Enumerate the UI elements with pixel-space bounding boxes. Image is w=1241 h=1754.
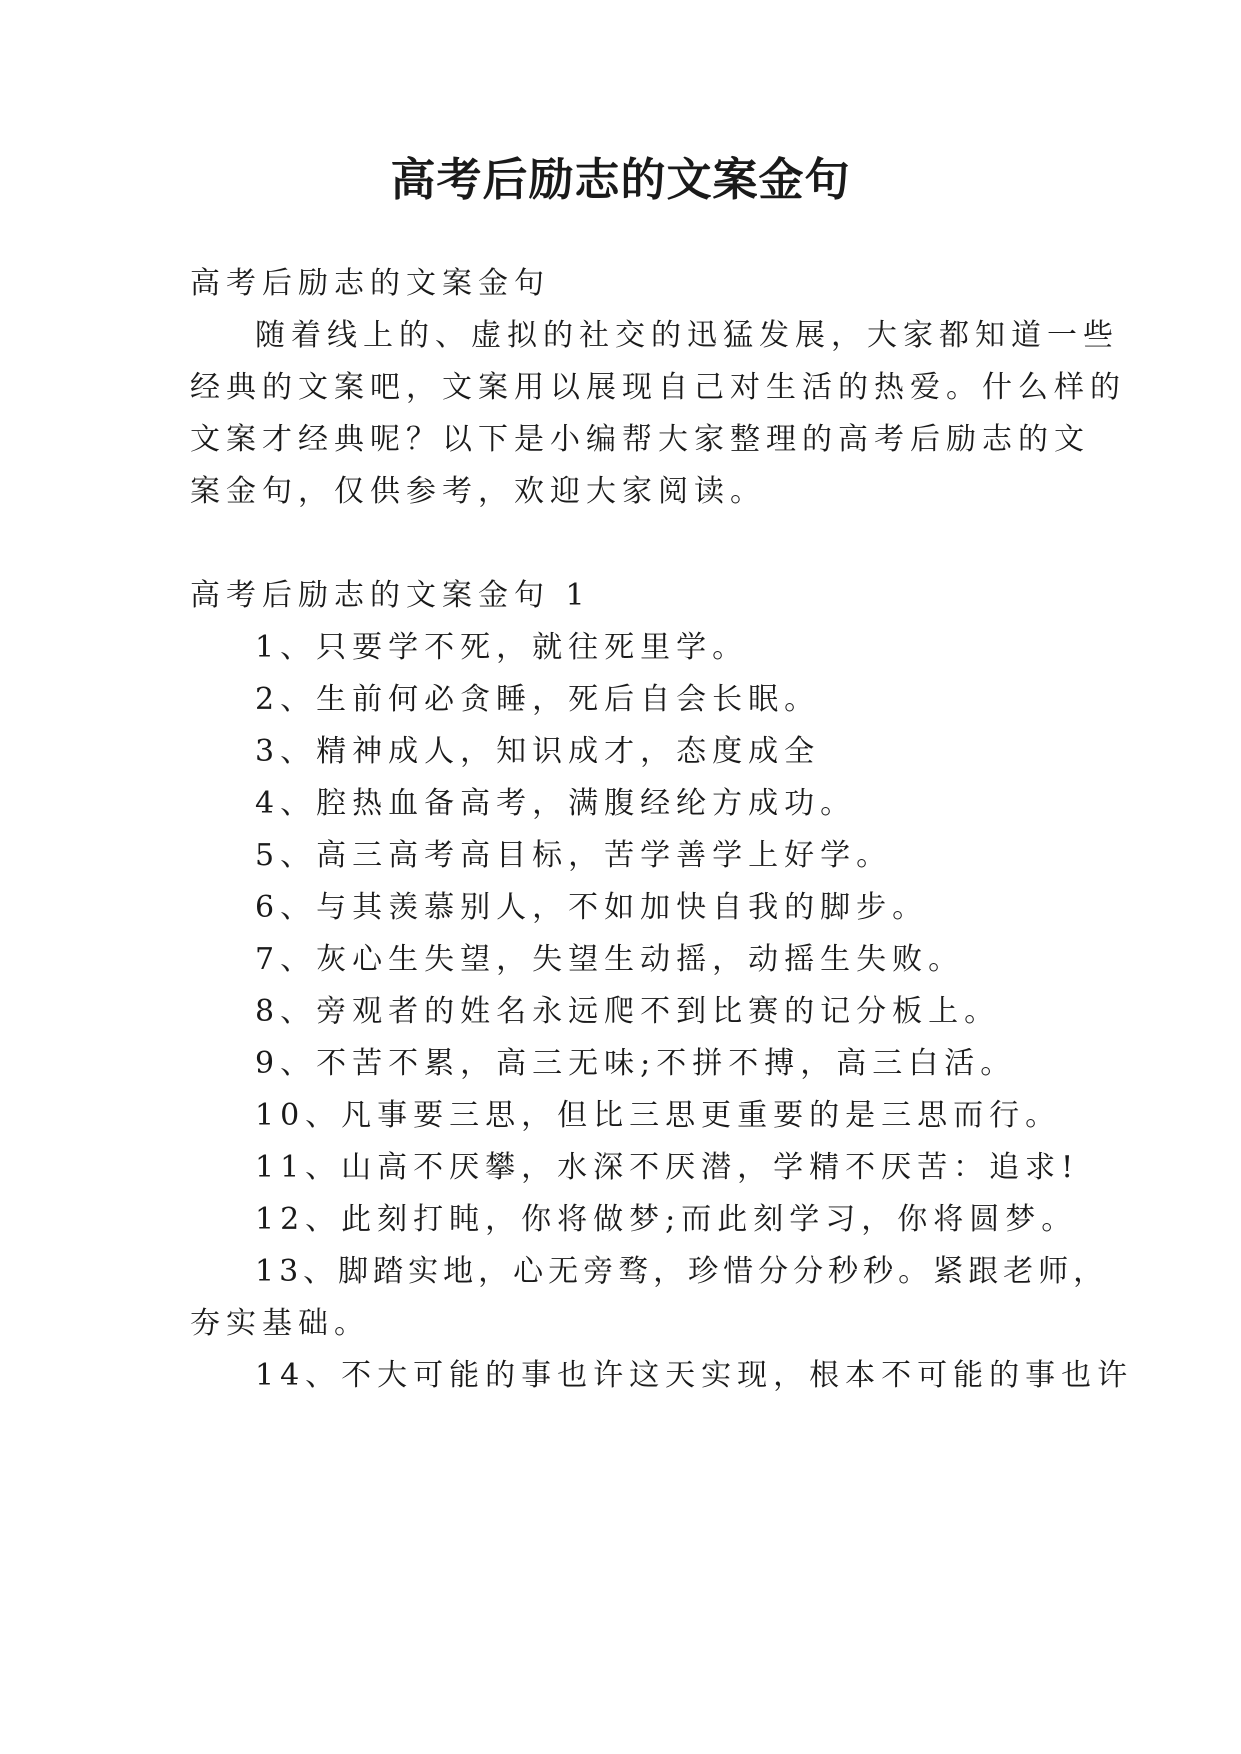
list-item: 14、不大可能的事也许这天实现，根本不可能的事也许 [255, 1358, 1134, 1393]
intro-paragraph-line: 案金句，仅供参考，欢迎大家阅读。 [190, 474, 766, 509]
list-item: 4、腔热血备高考，满腹经纶方成功。 [255, 786, 857, 821]
list-item: 5、高三高考高目标，苦学善学上好学。 [255, 838, 893, 873]
section-heading: 高考后励志的文案金句 1 [190, 578, 591, 613]
intro-paragraph-line: 随着线上的、虚拟的社交的迅猛发展，大家都知道一些 [255, 318, 1119, 353]
list-item: 10、凡事要三思，但比三思更重要的是三思而行。 [255, 1098, 1062, 1133]
list-item: 8、旁观者的姓名永远爬不到比赛的记分板上。 [255, 994, 1001, 1029]
list-item: 6、与其羡慕别人，不如加快自我的脚步。 [255, 890, 929, 925]
list-item: 1、只要学不死，就往死里学。 [255, 630, 749, 665]
intro-paragraph-line: 文案才经典呢？以下是小编帮大家整理的高考后励志的文 [190, 422, 1090, 457]
list-item: 7、灰心生失望，失望生动摇，动摇生失败。 [255, 942, 965, 977]
document-title: 高考后励志的文案金句 [390, 153, 851, 206]
list-item: 9、不苦不累，高三无味;不拼不搏，高三白活。 [255, 1046, 1017, 1081]
list-item: 12、此刻打盹，你将做梦;而此刻学习，你将圆梦。 [255, 1202, 1078, 1237]
list-item: 2、生前何必贪睡，死后自会长眠。 [255, 682, 821, 717]
intro-paragraph-line: 经典的文案吧，文案用以展现自己对生活的热爱。什么样的 [190, 370, 1126, 405]
list-item: 3、精神成人，知识成才，态度成全 [255, 734, 821, 769]
intro-heading: 高考后励志的文案金句 [190, 266, 550, 301]
list-item: 13、脚踏实地，心无旁骛，珍惜分分秒秒。紧跟老师， [255, 1254, 1109, 1289]
list-item: 11、山高不厌攀，水深不厌潜，学精不厌苦：追求! [255, 1150, 1080, 1185]
list-item-continuation: 夯实基础。 [190, 1306, 370, 1341]
